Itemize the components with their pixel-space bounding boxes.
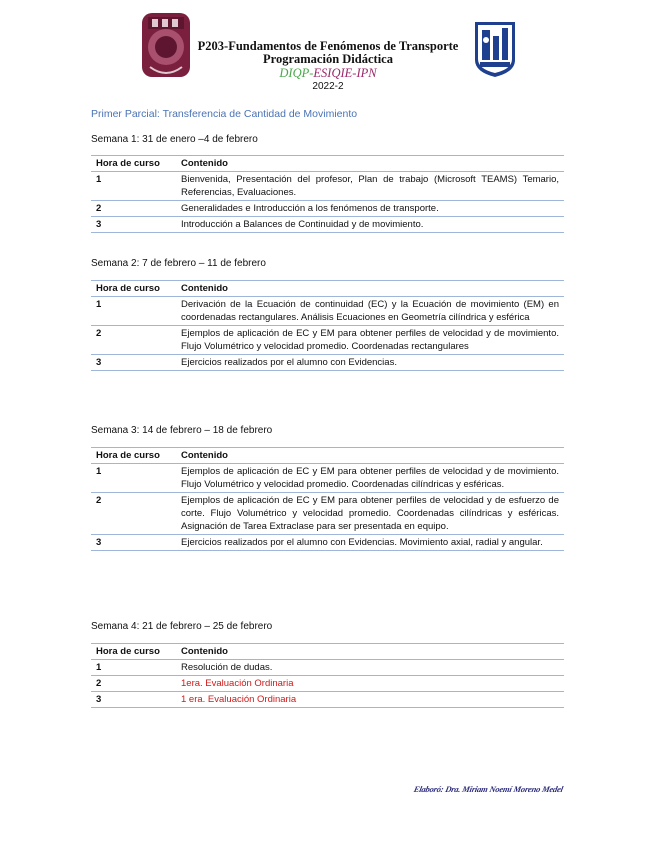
table-row bbox=[91, 201, 564, 217]
table-row bbox=[91, 297, 564, 326]
table-row bbox=[91, 217, 564, 233]
col-hour-header: Hora de curso bbox=[91, 644, 176, 660]
table-header-row bbox=[91, 156, 564, 172]
week-1-table bbox=[91, 155, 564, 233]
week-4-table bbox=[91, 643, 564, 708]
school-period: 2022-2 bbox=[312, 81, 344, 92]
institution-line bbox=[190, 66, 466, 80]
table-row bbox=[91, 692, 564, 708]
hour-cell: 1 bbox=[91, 172, 176, 201]
hour-cell: 2 bbox=[91, 676, 176, 692]
ipn-logo bbox=[140, 9, 192, 81]
hour-cell: 1 bbox=[91, 297, 176, 326]
parcial-title: Primer Parcial: Transferencia de Cantidad de Movimiento bbox=[91, 108, 358, 120]
content-cell: Ejemplos de aplicación de EC y EM para obtener perfiles de velocidad y de movimiento. Flujo Volumétrico y velocidad promedio. Coordenadas cilíndricas y esféricas. bbox=[176, 464, 564, 493]
table-row bbox=[91, 172, 564, 201]
week-1-label: Semana 1: 31 de enero –4 de febrero bbox=[91, 134, 258, 145]
table-row bbox=[91, 535, 564, 551]
table-row bbox=[91, 355, 564, 371]
table-row bbox=[91, 326, 564, 355]
week-4-label: Semana 4: 21 de febrero – 25 de febrero bbox=[91, 621, 273, 632]
col-content-header: Contenido bbox=[176, 156, 564, 172]
content-cell: Ejercicios realizados por el alumno con Evidencias. bbox=[176, 355, 564, 371]
week-3-table bbox=[91, 447, 564, 551]
content-cell: Resolución de dudas. bbox=[176, 660, 564, 676]
esiqie-logo bbox=[472, 16, 518, 78]
exam-cell: 1era. Evaluación Ordinaria bbox=[176, 676, 564, 692]
col-hour-header: Hora de curso bbox=[91, 448, 176, 464]
week-3-label: Semana 3: 14 de febrero – 18 de febrero bbox=[91, 425, 273, 436]
col-content-header: Contenido bbox=[176, 281, 564, 297]
hour-cell: 1 bbox=[91, 464, 176, 493]
table-row bbox=[91, 660, 564, 676]
hour-cell: 3 bbox=[91, 217, 176, 233]
week-2-label: Semana 2: 7 de febrero – 11 de febrero bbox=[91, 258, 266, 269]
hour-cell: 2 bbox=[91, 493, 176, 535]
org-esiqie: ESIQIE- bbox=[313, 66, 357, 80]
hour-cell: 3 bbox=[91, 355, 176, 371]
hour-cell: 2 bbox=[91, 201, 176, 217]
col-content-header: Contenido bbox=[176, 644, 564, 660]
content-cell: Derivación de la Ecuación de continuidad (EC) y la Ecuación de movimiento (EM) en coordenadas rectangulares. Análisis Ecuaciones en Geometría cilíndrica y esférica bbox=[176, 297, 564, 326]
content-cell: Generalidades e Introducción a los fenómenos de transporte. bbox=[176, 201, 564, 217]
org-ipn: IPN bbox=[356, 66, 377, 80]
table-header-row bbox=[91, 281, 564, 297]
table-header-row bbox=[91, 448, 564, 464]
hour-cell: 2 bbox=[91, 326, 176, 355]
org-diqp: DIQP- bbox=[279, 66, 314, 80]
author-signature: Elaboró: Dra. Miriam Noemí Moreno Medel bbox=[412, 784, 565, 794]
hour-cell: 3 bbox=[91, 692, 176, 708]
content-cell: Ejemplos de aplicación de EC y EM para obtener perfiles de velocidad y de movimiento. Flujo Volumétrico y velocidad promedio. Coordenadas rectangulares bbox=[176, 326, 564, 355]
hour-cell: 1 bbox=[91, 660, 176, 676]
content-cell: Introducción a Balances de Continuidad y de movimiento. bbox=[176, 217, 564, 233]
table-header-row bbox=[91, 644, 564, 660]
week-2-table bbox=[91, 280, 564, 371]
course-title: P203-Fundamentos de Fenómenos de Transporte bbox=[197, 39, 459, 53]
table-row bbox=[91, 493, 564, 535]
content-cell: Ejercicios realizados por el alumno con Evidencias. Movimiento axial, radial y angular. bbox=[176, 535, 564, 551]
document-header bbox=[190, 40, 466, 93]
col-content-header: Contenido bbox=[176, 448, 564, 464]
content-cell: Ejemplos de aplicación de EC y EM para obtener perfiles de velocidad y de esfuerzo de corte. Flujo Volumétrico y velocidad promedio. Coordenadas cilíndricas y esféricas. Asignación de Tarea Extraclase para ser presentada en equipo. bbox=[176, 493, 564, 535]
col-hour-header: Hora de curso bbox=[91, 281, 176, 297]
document-subtitle: Programación Didáctica bbox=[263, 52, 393, 66]
hour-cell: 3 bbox=[91, 535, 176, 551]
col-hour-header: Hora de curso bbox=[91, 156, 176, 172]
exam-cell: 1 era. Evaluación Ordinaria bbox=[176, 692, 564, 708]
content-cell: Bienvenida, Presentación del profesor, Plan de trabajo (Microsoft TEAMS) Temario, Referencias, Evaluaciones. bbox=[176, 172, 564, 201]
table-row bbox=[91, 676, 564, 692]
table-row bbox=[91, 464, 564, 493]
